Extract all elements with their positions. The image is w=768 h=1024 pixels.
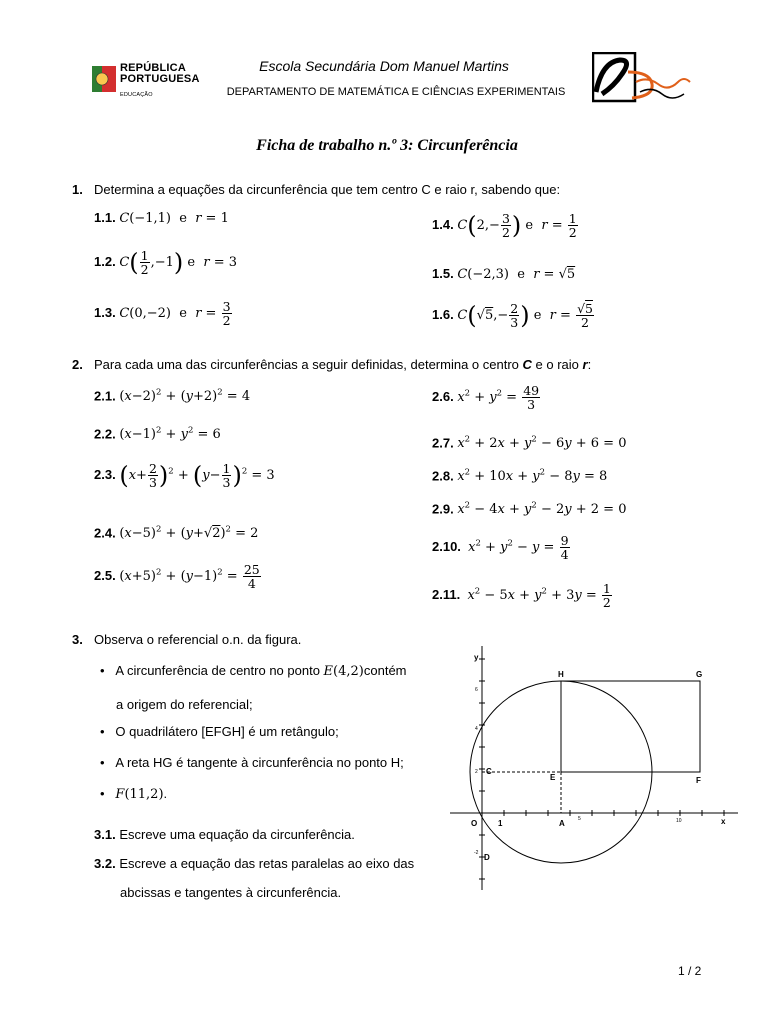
point-o: O: [471, 819, 478, 828]
q2-item-2: 2.2. $(x-1)^2 + y^2 = 6$: [94, 426, 221, 443]
page-number: 1 / 2: [678, 964, 702, 978]
tick-label-y4: 4: [475, 726, 478, 732]
q2-text: Para cada uma das circunferências a seguir definidas, determina o centro C e o raio r:: [94, 357, 592, 372]
tick-label-1: 1: [498, 819, 503, 828]
q2-item-7: 2.7. $x^2 + 2x + y^2 - 6y + 6 = 0$: [432, 435, 627, 452]
q1-item-2: 1.2. C( $\frac{1}{2}$ ,−1) e r = 3: [94, 248, 238, 278]
department-name: DEPARTAMENTO DE MATEMÁTICA E CIÊNCIAS EXPERIMENTAIS: [226, 86, 566, 98]
rectangle-efgh: [561, 681, 700, 772]
q1-item-5: 1.5. C(−2,3) e r = √5: [432, 266, 576, 282]
axis-y-label: y: [474, 653, 479, 662]
point-h: H: [558, 670, 564, 679]
q2-item-1: 2.1. $(x-2)^2 + (y+2)^2 = 4$: [94, 388, 251, 405]
tick-label-5: 5: [578, 816, 581, 822]
point-a: A: [559, 819, 565, 828]
tick-label-yneg2: -2: [474, 850, 479, 856]
q2-item-4: 2.4. $(x-5)^2 + (y+√2)^2 = 2$: [94, 525, 259, 542]
q2-item-10: 2.10. $x^2 + y^2 - y$ = $\frac{9}{4}$: [432, 533, 569, 563]
q2-item-8: 2.8. $x^2 + 10x + y^2 - 8y = 8$: [432, 468, 608, 485]
q3-bullet-3: • A reta HG é tangente à circunferência no ponto H;: [100, 755, 404, 770]
point-e: E: [550, 773, 556, 782]
school-logo: [592, 52, 692, 107]
q3-sub-2-cont: abcissas e tangentes à circunferência.: [120, 885, 342, 900]
coordinate-figure: [448, 640, 748, 895]
q1-text: Determina a equações da circunferência que tem centro C e raio r, sabendo que:: [94, 182, 561, 197]
q1-item-3: 1.3. C(0,−2) e r = $\frac{3}{2}$: [94, 299, 231, 329]
q3-bullet-1: • A circunferência de centro no ponto E(4,2)contém: [100, 663, 407, 679]
point-c: C: [486, 767, 492, 776]
q1-item-1: 1.1. C(−1,1) e r = 1: [94, 210, 229, 226]
tick-label-10: 10: [676, 818, 682, 824]
q2-item-6: 2.6. $x^2 + y^2$ = $\frac{49}{3}$: [432, 383, 540, 413]
school-name: Escola Secundária Dom Manuel Martins: [259, 58, 509, 74]
q3-bullet-2: • O quadrilátero [EFGH] é um retângulo;: [100, 724, 339, 739]
page-title: Ficha de trabalho n.º 3: Circunferência: [256, 137, 518, 154]
q2-item-11: 2.11. $x^2 - 5x + y^2 + 3y$ = $\frac{1}{2}$: [432, 581, 611, 611]
point-f: F: [696, 776, 701, 785]
q3-text: Observa o referencial o.n. da figura.: [94, 632, 302, 647]
q2-number: 2.: [72, 357, 83, 372]
q2-item-3: 2.3. (x+ $\frac{2}{3}$ )$^2$ + (y− $\frac{1}{3}$ )$^2$ = 3: [94, 461, 275, 491]
q1-item-6: 1.6. C(√5,− $\frac{2}{3}$ ) e r = $\frac{√5}{2}$: [432, 301, 593, 331]
tick-label-y6: 6: [475, 687, 478, 693]
point-g: G: [696, 670, 703, 679]
q3-bullet-1-cont: a origem do referencial;: [116, 697, 253, 712]
tick-label-y2: 2: [475, 769, 478, 775]
q1-item-4: 1.4. C(2,− $\frac{3}{2}$ ) e r = $\frac{1}{2}$: [432, 211, 577, 241]
q3-number: 3.: [72, 632, 83, 647]
axis-x-label: x: [721, 817, 726, 826]
q3-sub-1: 3.1. Escreve uma equação da circunferência.: [94, 827, 355, 842]
q2-item-5: 2.5. $(x+5)^2 + (y-1)^2$ = $\frac{25}{4}$: [94, 562, 260, 592]
axis-ticks: [479, 659, 724, 879]
q3-bullet-4: • F(11,2).: [100, 786, 168, 802]
government-logo: REPÚBLICA PORTUGUESA EDUCAÇÃO: [92, 60, 202, 104]
q1-number: 1.: [72, 182, 83, 197]
q2-item-9: 2.9. $x^2 - 4x + y^2 - 2y + 2 = 0$: [432, 501, 627, 518]
point-d: D: [484, 853, 490, 862]
q3-sub-2: 3.2. Escreve a equação das retas paralelas ao eixo das: [94, 856, 415, 871]
